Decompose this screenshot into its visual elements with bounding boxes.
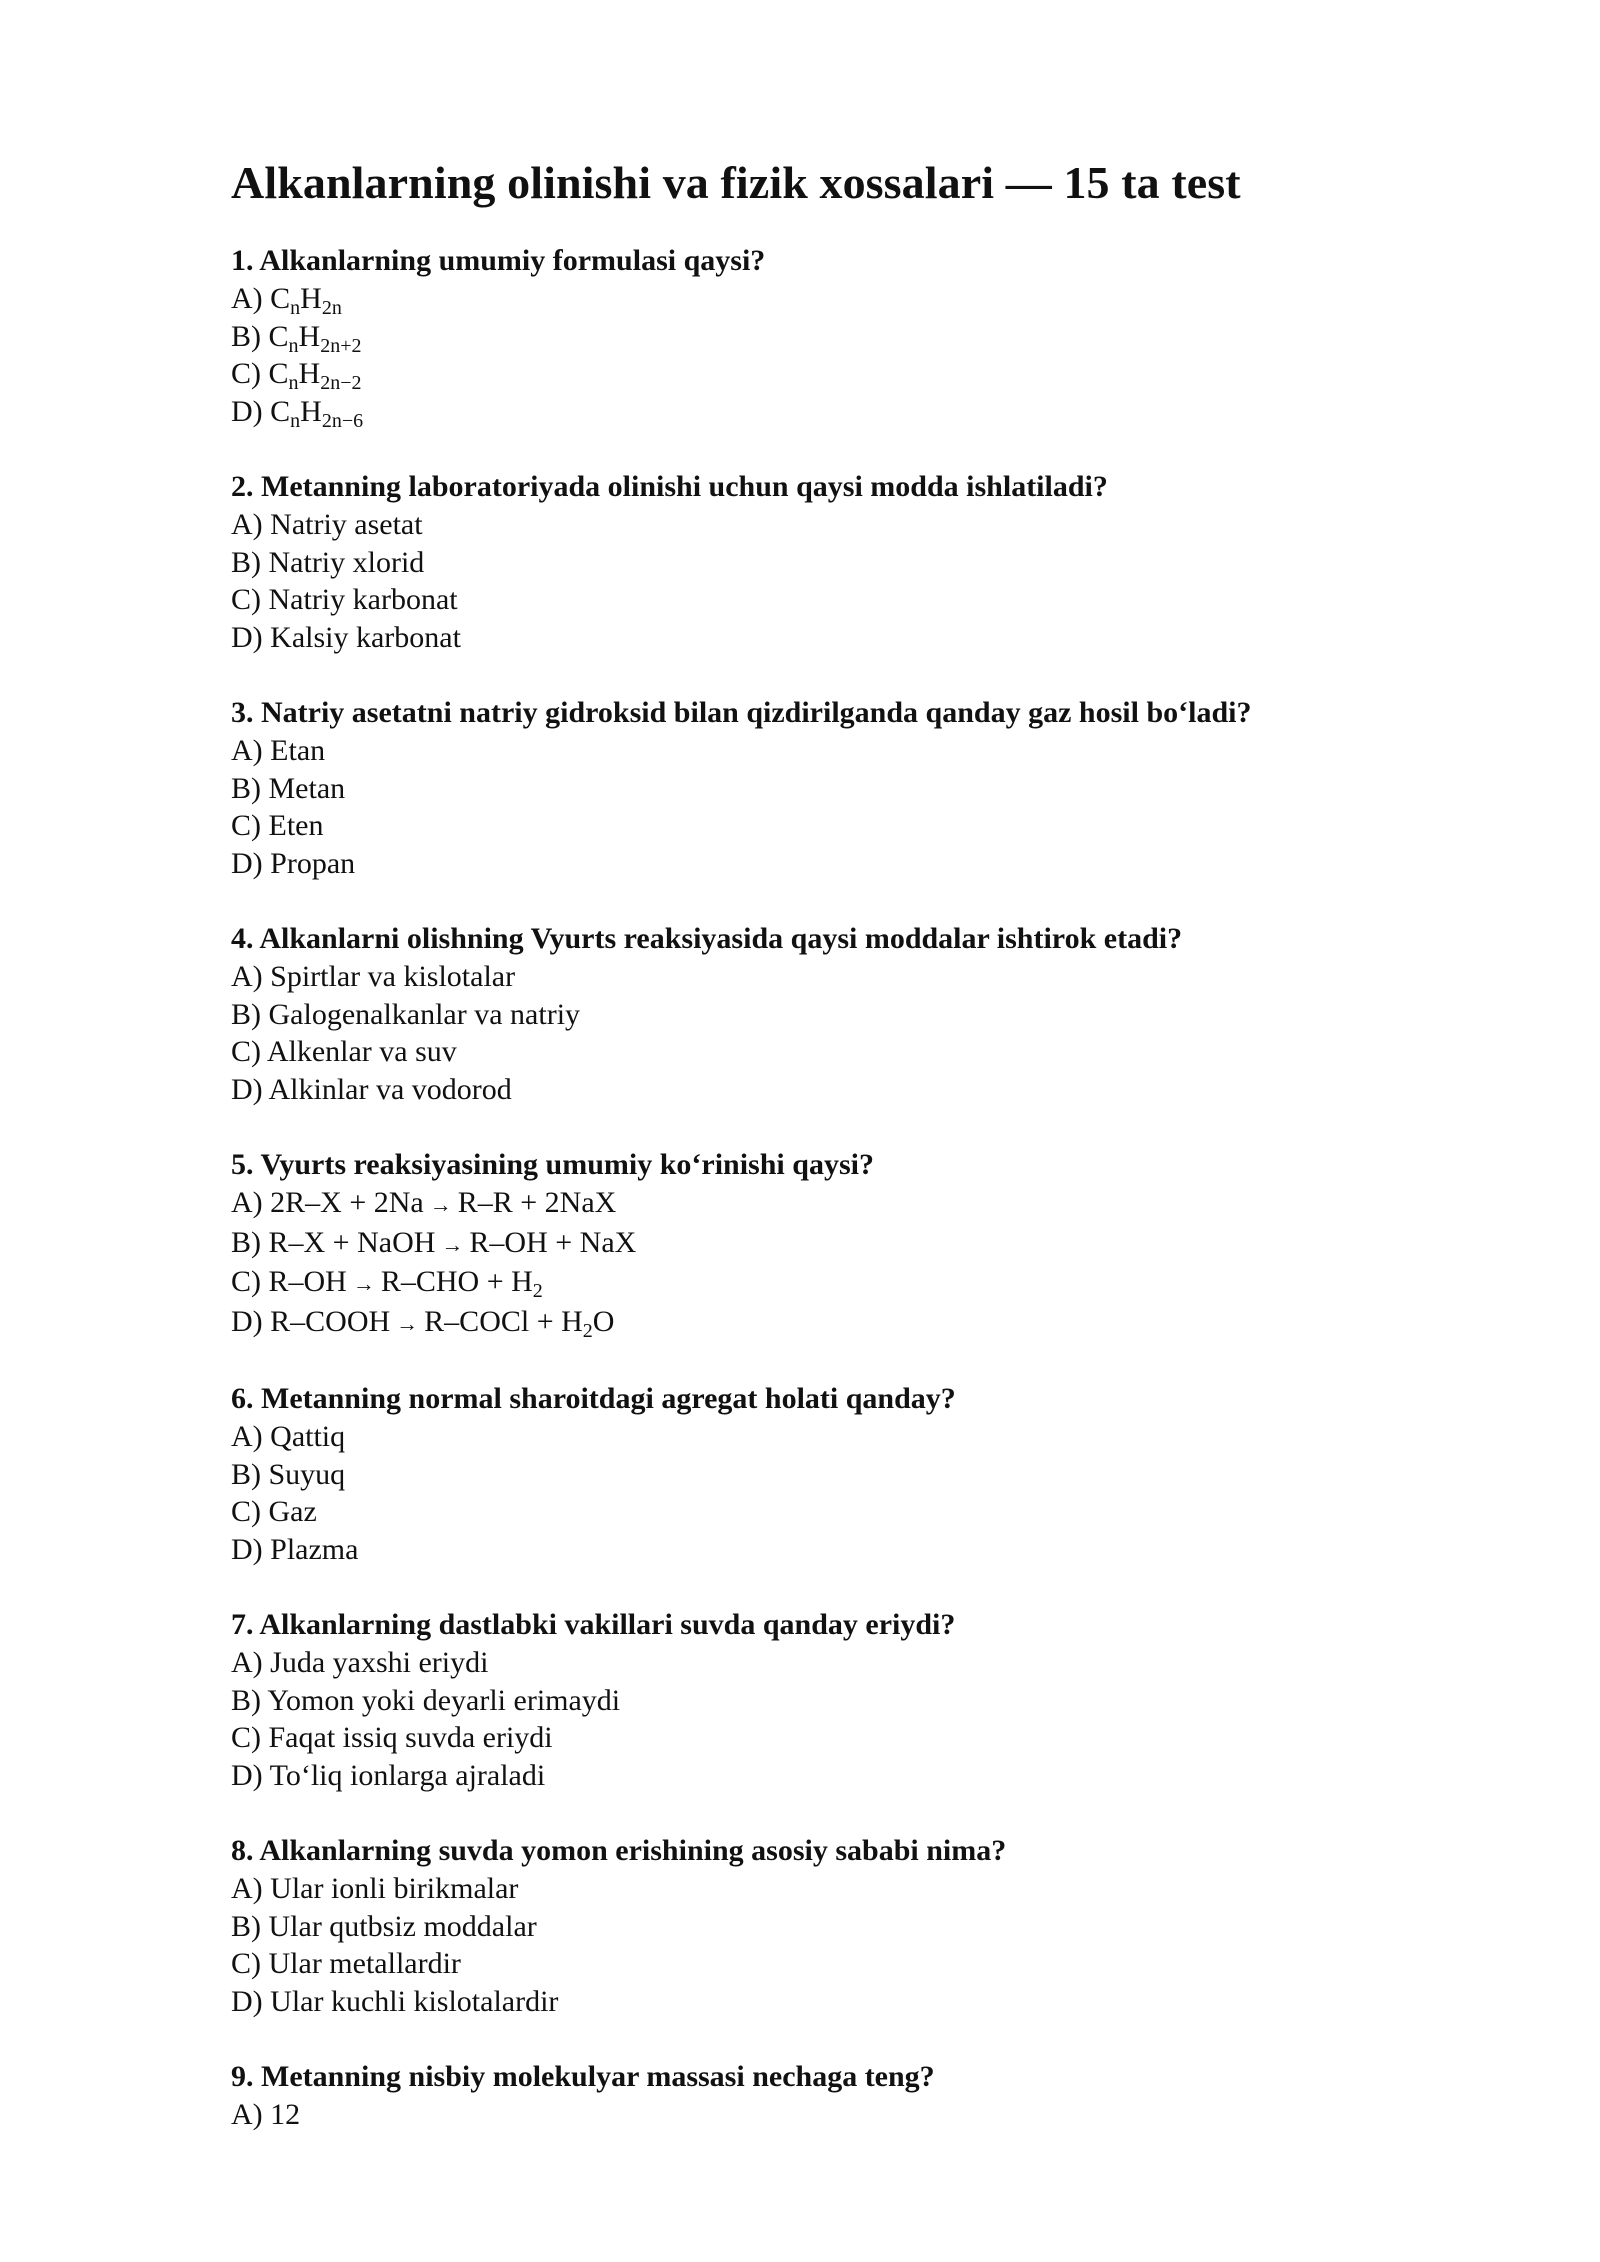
document-page: [231, 148, 1431, 2134]
option-subscript: 2n: [321, 297, 342, 319]
option-text: A) 2R–X + 2Na: [231, 1186, 424, 1219]
option-text: D) Alkinlar va vodorod: [231, 1072, 512, 1106]
option-text: D) Plazma: [231, 1532, 359, 1566]
option-text: B) R–X + NaOH: [231, 1225, 436, 1259]
answer-option: [231, 544, 1431, 582]
reaction-arrow-icon: →: [429, 1192, 452, 1217]
answer-option: [231, 1757, 1431, 1795]
question-text: 5. Vyurts reaksiyasining umumiy ko‘rinishi qaysi?: [231, 1148, 874, 1181]
answer-option: [231, 1493, 1431, 1531]
option-text: D) Ular kuchli kislotalardir: [231, 1984, 559, 2018]
option-text: D) Kalsiy karbonat: [231, 620, 461, 654]
question-text: 3. Natriy asetatni natriy gidroksid bilan qizdirilganda qanday gaz hosil bo‘ladi?: [231, 696, 1252, 729]
option-text: A) C: [231, 282, 291, 315]
option-subscript: 2n+2: [320, 334, 362, 357]
question-text: 2. Metanning laboratoriyada olinishi uchun qaysi modda ishlatiladi?: [231, 470, 1108, 503]
option-subscript: 2: [582, 1319, 593, 1342]
question-block: [231, 2058, 1431, 2134]
answer-option: [231, 355, 1431, 393]
option-text: R–OH + NaX: [469, 1225, 637, 1259]
question-block: [231, 1146, 1431, 1342]
answer-option: [231, 732, 1431, 770]
option-subscript: 2: [532, 1280, 543, 1302]
option-text: R–COCl + H: [424, 1304, 583, 1338]
answer-option: [231, 958, 1431, 996]
answer-option: [231, 770, 1431, 808]
answer-option: [231, 807, 1431, 845]
question-block: [231, 920, 1431, 1108]
option-text: A) Spirtlar va kislotalar: [231, 960, 516, 993]
question-text: 6. Metanning normal sharoitdagi agregat holati qanday?: [231, 1382, 956, 1415]
option-text: D) C: [231, 394, 291, 428]
option-subscript: n: [288, 334, 299, 357]
option-text: B) Suyuq: [231, 1457, 346, 1491]
option-text: C) Eten: [231, 809, 324, 842]
question-text: 1. Alkanlarning umumiy formulasi qaysi?: [231, 244, 766, 277]
option-text: B) C: [231, 319, 289, 353]
option-subscript: n: [288, 372, 299, 394]
answer-option: [231, 506, 1431, 544]
answer-option: [231, 581, 1431, 619]
answer-option: [231, 1418, 1431, 1456]
option-text: A) 12: [231, 2098, 301, 2131]
reaction-arrow-icon: →: [396, 1310, 419, 1336]
question-block: [231, 1606, 1431, 1794]
answer-option: [231, 393, 1431, 431]
option-subscript: 2n−2: [320, 372, 362, 394]
answer-option: [231, 1263, 1431, 1303]
answer-option: [231, 1224, 1431, 1264]
option-text: D) R–COOH: [231, 1304, 391, 1338]
option-text: R–R + 2NaX: [457, 1186, 617, 1219]
option-subscript: n: [290, 297, 301, 319]
answer-option: [231, 2096, 1431, 2134]
option-text: H: [300, 282, 322, 315]
option-text: C) C: [231, 357, 289, 390]
option-text: C) Gaz: [231, 1495, 317, 1528]
answer-option: [231, 318, 1431, 356]
option-text: D) Propan: [231, 846, 356, 880]
option-text: H: [298, 319, 321, 353]
option-text: H: [298, 357, 321, 390]
answer-option: [231, 1908, 1431, 1946]
answer-option: [231, 996, 1431, 1034]
question-block: [231, 1380, 1431, 1568]
question-text: 9. Metanning nisbiy molekulyar massasi nechaga teng?: [231, 2060, 935, 2093]
option-subscript: 2n−6: [321, 409, 364, 432]
question-list: [231, 242, 1431, 2134]
question-block: [231, 242, 1431, 430]
option-subscript: n: [290, 409, 301, 432]
question-block: [231, 468, 1431, 656]
option-text: B) Galogenalkanlar va natriy: [231, 997, 581, 1031]
answer-option: [231, 1644, 1431, 1682]
option-text: A) Ular ionli birikmalar: [231, 1872, 519, 1905]
answer-option: [231, 619, 1431, 657]
answer-option: [231, 1071, 1431, 1109]
reaction-arrow-icon: →: [441, 1231, 464, 1257]
option-text: H: [300, 394, 322, 428]
answer-option: [231, 1033, 1431, 1071]
answer-option: [231, 1184, 1431, 1224]
option-text: O: [592, 1304, 615, 1338]
answer-option: [231, 1303, 1431, 1343]
question-block: [231, 694, 1431, 882]
question-block: [231, 1832, 1431, 2020]
option-text: B) Metan: [231, 771, 346, 805]
answer-option: [231, 1719, 1431, 1757]
option-text: R–CHO + H: [380, 1265, 533, 1298]
option-text: A) Natriy asetat: [231, 508, 423, 541]
option-text: B) Ular qutbsiz moddalar: [231, 1909, 537, 1943]
question-text: 4. Alkanlarni olishning Vyurts reaksiyasida qaysi moddalar ishtirok etadi?: [231, 922, 1183, 955]
option-text: A) Etan: [231, 734, 326, 767]
option-text: C) Faqat issiq suvda eriydi: [231, 1721, 553, 1754]
option-text: C) Alkenlar va suv: [231, 1035, 457, 1068]
answer-option: [231, 1682, 1431, 1720]
option-text: D) To‘liq ionlarga ajraladi: [231, 1758, 546, 1792]
answer-option: [231, 1945, 1431, 1983]
option-text: C) R–OH: [231, 1265, 347, 1298]
question-text: 8. Alkanlarning suvda yomon erishining asosiy sababi nima?: [231, 1834, 1007, 1867]
reaction-arrow-icon: →: [352, 1271, 375, 1296]
option-text: A) Juda yaxshi eriydi: [231, 1646, 489, 1679]
answer-option: [231, 1531, 1431, 1569]
option-text: A) Qattiq: [231, 1420, 346, 1453]
answer-option: [231, 280, 1431, 318]
option-text: B) Natriy xlorid: [231, 545, 425, 579]
option-text: C) Natriy karbonat: [231, 583, 458, 616]
answer-option: [231, 1870, 1431, 1908]
page-title: Alkanlarning olinishi va fizik xossalari — 15 ta test: [231, 157, 1241, 208]
answer-option: [231, 845, 1431, 883]
option-text: C) Ular metallardir: [231, 1947, 461, 1980]
question-text: 7. Alkanlarning dastlabki vakillari suvda qanday eriydi?: [231, 1608, 956, 1641]
option-text: B) Yomon yoki deyarli erimaydi: [231, 1683, 621, 1717]
answer-option: [231, 1983, 1431, 2021]
answer-option: [231, 1456, 1431, 1494]
